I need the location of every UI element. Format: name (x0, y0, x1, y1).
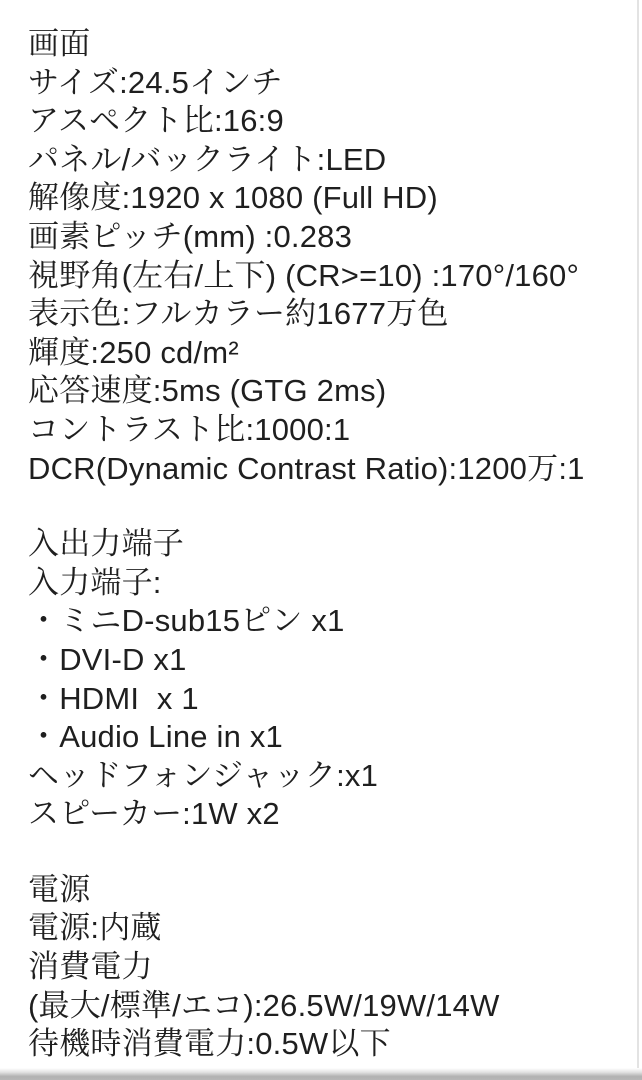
spec-line: DCR(Dynamic Contrast Ratio):1200万:1 (28, 450, 585, 486)
bottom-gray-bar (0, 1068, 642, 1080)
section-lines (28, 64, 628, 489)
spec-line: ・HDMI x 1 (28, 680, 199, 716)
spec-line: ・ミニD-sub15ピン x1 (28, 603, 345, 639)
spec-section-screen (28, 25, 628, 488)
section-lines (28, 564, 628, 834)
spec-line: 待機時消費電力:0.5W以下 (28, 1026, 391, 1062)
section-title: 電源 (28, 871, 91, 907)
spec-line: コントラスト比:1000:1 (28, 411, 351, 447)
spec-section-power (28, 871, 628, 1064)
spec-line: 消費電力 (28, 949, 153, 985)
spec-line: 画素ピッチ(mm) :0.283 (28, 218, 353, 254)
spec-content (28, 25, 628, 1064)
spec-line: アスペクト比:16:9 (28, 103, 284, 139)
spec-line: 表示色:フルカラー約1677万色 (28, 296, 449, 332)
spec-line: 輝度:250 cd/m² (28, 334, 239, 370)
spec-line: 入力端子: (28, 564, 162, 600)
section-title: 画面 (28, 26, 91, 61)
page-right-border (637, 0, 639, 1080)
spec-line: 解像度:1920 x 1080 (Full HD) (28, 180, 438, 216)
section-title: 入出力端子 (28, 526, 184, 562)
spec-line: サイズ:24.5インチ (28, 64, 283, 100)
spec-line: ・DVI-D x1 (28, 641, 187, 677)
spec-line: ヘッドフォンジャック:x1 (28, 757, 379, 793)
spec-line: 視野角(左右/上下) (CR>=10) :170°/160° (28, 257, 580, 293)
spec-line: パネル/バックライト:LED (28, 141, 387, 177)
spec-line: 電源:内蔵 (28, 910, 162, 946)
section-lines (28, 909, 628, 1063)
spec-section-io-terminals (28, 525, 628, 834)
spec-line: スピーカー:1W x2 (28, 796, 280, 832)
spec-line: (最大/標準/エコ):26.5W/19W/14W (28, 987, 500, 1023)
spec-line: ・Audio Line in x1 (28, 719, 284, 755)
spec-line: 応答速度:5ms (GTG 2ms) (28, 373, 387, 409)
